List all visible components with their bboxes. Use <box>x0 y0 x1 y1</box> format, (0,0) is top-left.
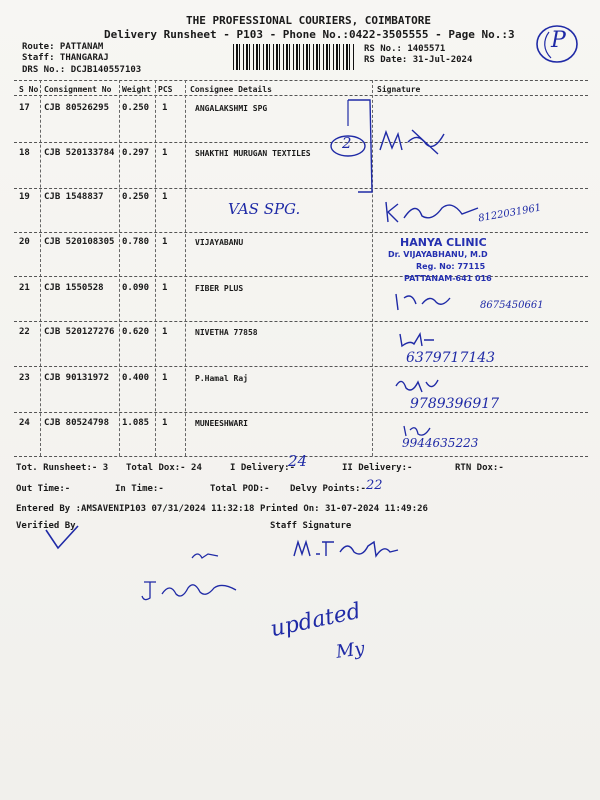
row-consignment: CJB 90131972 <box>44 373 110 383</box>
printed-on: Printed On: 31-07-2024 11:49:26 <box>260 504 428 514</box>
row-consignment: CJB 1548837 <box>44 192 104 202</box>
company-title: THE PROFESSIONAL COURIERS, COIMBATORE <box>186 14 432 27</box>
row22-phone: 6379717143 <box>406 350 496 366</box>
row18-circle-number: 2 <box>342 134 352 152</box>
row-sno: 20 <box>19 237 30 247</box>
updated-note: updated <box>268 598 364 643</box>
drs-number: DRS No.: DCJB140557103 <box>22 65 142 75</box>
delvy-points-label: Delvy Points:- <box>290 484 366 494</box>
scribbled-signature <box>140 576 240 604</box>
row-sno: 18 <box>19 148 30 158</box>
row-pcs: 1 <box>162 327 168 337</box>
row-separator <box>14 142 588 143</box>
row-weight: 0.400 <box>122 373 150 383</box>
row22-signature <box>396 330 436 348</box>
col-sno: S No <box>19 85 39 94</box>
col-divider <box>119 80 120 456</box>
row-consignee: MUNEESHWARI <box>195 419 248 428</box>
row-pcs: 1 <box>162 418 168 428</box>
row-sno: 22 <box>19 327 30 337</box>
col-consignment: Consignment No <box>44 85 112 94</box>
row-pcs: 1 <box>162 283 168 293</box>
row-consignee: SHAKTHI MURUGAN TEXTILES <box>195 149 311 158</box>
in-time-label: In Time:- <box>115 484 164 494</box>
i-delivery-label: I Delivery:- <box>230 463 296 473</box>
verified-by-label: Verified By <box>16 521 76 531</box>
row-consignment: CJB 520133784 <box>44 148 115 158</box>
row-weight: 0.620 <box>122 327 150 337</box>
row-pcs: 1 <box>162 373 168 383</box>
row-separator <box>14 188 588 189</box>
col-divider <box>155 80 156 456</box>
updated-initials: My <box>334 638 366 663</box>
row18-signature <box>378 126 448 156</box>
stamp-line-1: HANYA CLINIC <box>400 236 487 249</box>
tot-runsheet: Tot. Runsheet:- 3 <box>16 463 109 473</box>
row-separator <box>14 412 588 413</box>
staff-label: Staff: THANGARAJ <box>22 53 109 63</box>
row23-phone: 9789396917 <box>410 396 500 412</box>
row-consignee: FIBER PLUS <box>195 284 244 293</box>
row-consignment: CJB 80524798 <box>44 418 110 428</box>
row-sno: 17 <box>19 103 30 113</box>
table-header-rule <box>14 95 588 96</box>
rs-date: RS Date: 31-Jul-2024 <box>364 55 473 65</box>
runsheet-line: Delivery Runsheet - P103 - Phone No.:0422-3505555 - Page No.:3 <box>104 28 515 41</box>
row-separator <box>14 321 588 322</box>
stamp-line-2: Dr. VIJAYABHANU, M.D <box>388 250 488 259</box>
ii-delivery-label: II Delivery:- <box>342 463 413 473</box>
rs-number: RS No.: 1405571 <box>364 44 446 54</box>
row-pcs: 1 <box>162 148 168 158</box>
col-pcs: PCS <box>158 85 173 94</box>
col-consignee: Consignee Details <box>190 85 272 94</box>
row19-phone: 8122031961 <box>477 202 543 225</box>
row-consignment: CJB 520108305 <box>44 237 115 247</box>
row-consignee: P.Hamal Raj <box>195 374 248 383</box>
row-pcs: 1 <box>162 237 168 247</box>
total-dox: Total Dox:- 24 <box>126 463 202 473</box>
stamp-line-3: Reg. No: 77115 <box>416 262 486 271</box>
row-sno: 24 <box>19 418 30 428</box>
col-signature: Signature <box>377 85 421 94</box>
row19-signature <box>382 198 482 228</box>
route-label: Route: PATTANAM <box>22 42 104 52</box>
entered-by: Entered By :AMSAVENIP103 07/31/2024 11:32:18 <box>16 504 255 514</box>
row-pcs: 1 <box>162 103 168 113</box>
i-delivery-count: 24 <box>288 452 308 470</box>
clinic-stamp <box>386 236 506 288</box>
row-consignee: NIVETHA 77858 <box>195 328 258 337</box>
row-weight: 0.250 <box>122 192 150 202</box>
row-weight: 0.250 <box>122 103 150 113</box>
col-weight: Weight <box>122 85 151 94</box>
staff-signature-mark <box>292 536 402 560</box>
total-pod-label: Total POD:- <box>210 484 270 494</box>
row-pcs: 1 <box>162 192 168 202</box>
corner-mark-letter: P <box>551 28 566 53</box>
row-consignee: ANGALAKSHMI SPG <box>195 104 268 113</box>
row-sno: 21 <box>19 283 30 293</box>
row-consignment: CJB 80526295 <box>44 103 110 113</box>
row-sno: 19 <box>19 192 30 202</box>
row24-phone: 9944635223 <box>402 436 479 450</box>
row-sno: 23 <box>19 373 30 383</box>
row-separator <box>14 366 588 367</box>
verified-signature <box>44 524 84 552</box>
staff-signature-label: Staff Signature <box>270 521 352 531</box>
row-consignment: CJB 1550528 <box>44 283 104 293</box>
row-consignee: VIJAYABANU <box>195 238 244 247</box>
row-weight: 0.780 <box>122 237 150 247</box>
row19-handwritten-note: VAS SPG. <box>228 200 301 218</box>
rtn-dox-label: RTN Dox:- <box>455 463 504 473</box>
row-separator <box>14 232 588 233</box>
row-weight: 1.085 <box>122 418 150 428</box>
row-consignment: CJB 520127276 <box>44 327 115 337</box>
row-weight: 0.090 <box>122 283 150 293</box>
row-weight: 0.297 <box>122 148 150 158</box>
row21-signature <box>392 290 452 312</box>
delvy-points-value: 22 <box>366 478 383 493</box>
barcode <box>233 44 355 70</box>
col-divider <box>40 80 41 456</box>
col-divider <box>185 80 186 456</box>
row23-signature <box>392 374 442 396</box>
table-top-rule <box>14 80 588 81</box>
out-time-label: Out Time:- <box>16 484 71 494</box>
row21-phone: 8675450661 <box>480 300 544 311</box>
small-initial-mark <box>190 548 220 562</box>
stamp-line-4: PATTANAM-641 016 <box>404 274 492 283</box>
